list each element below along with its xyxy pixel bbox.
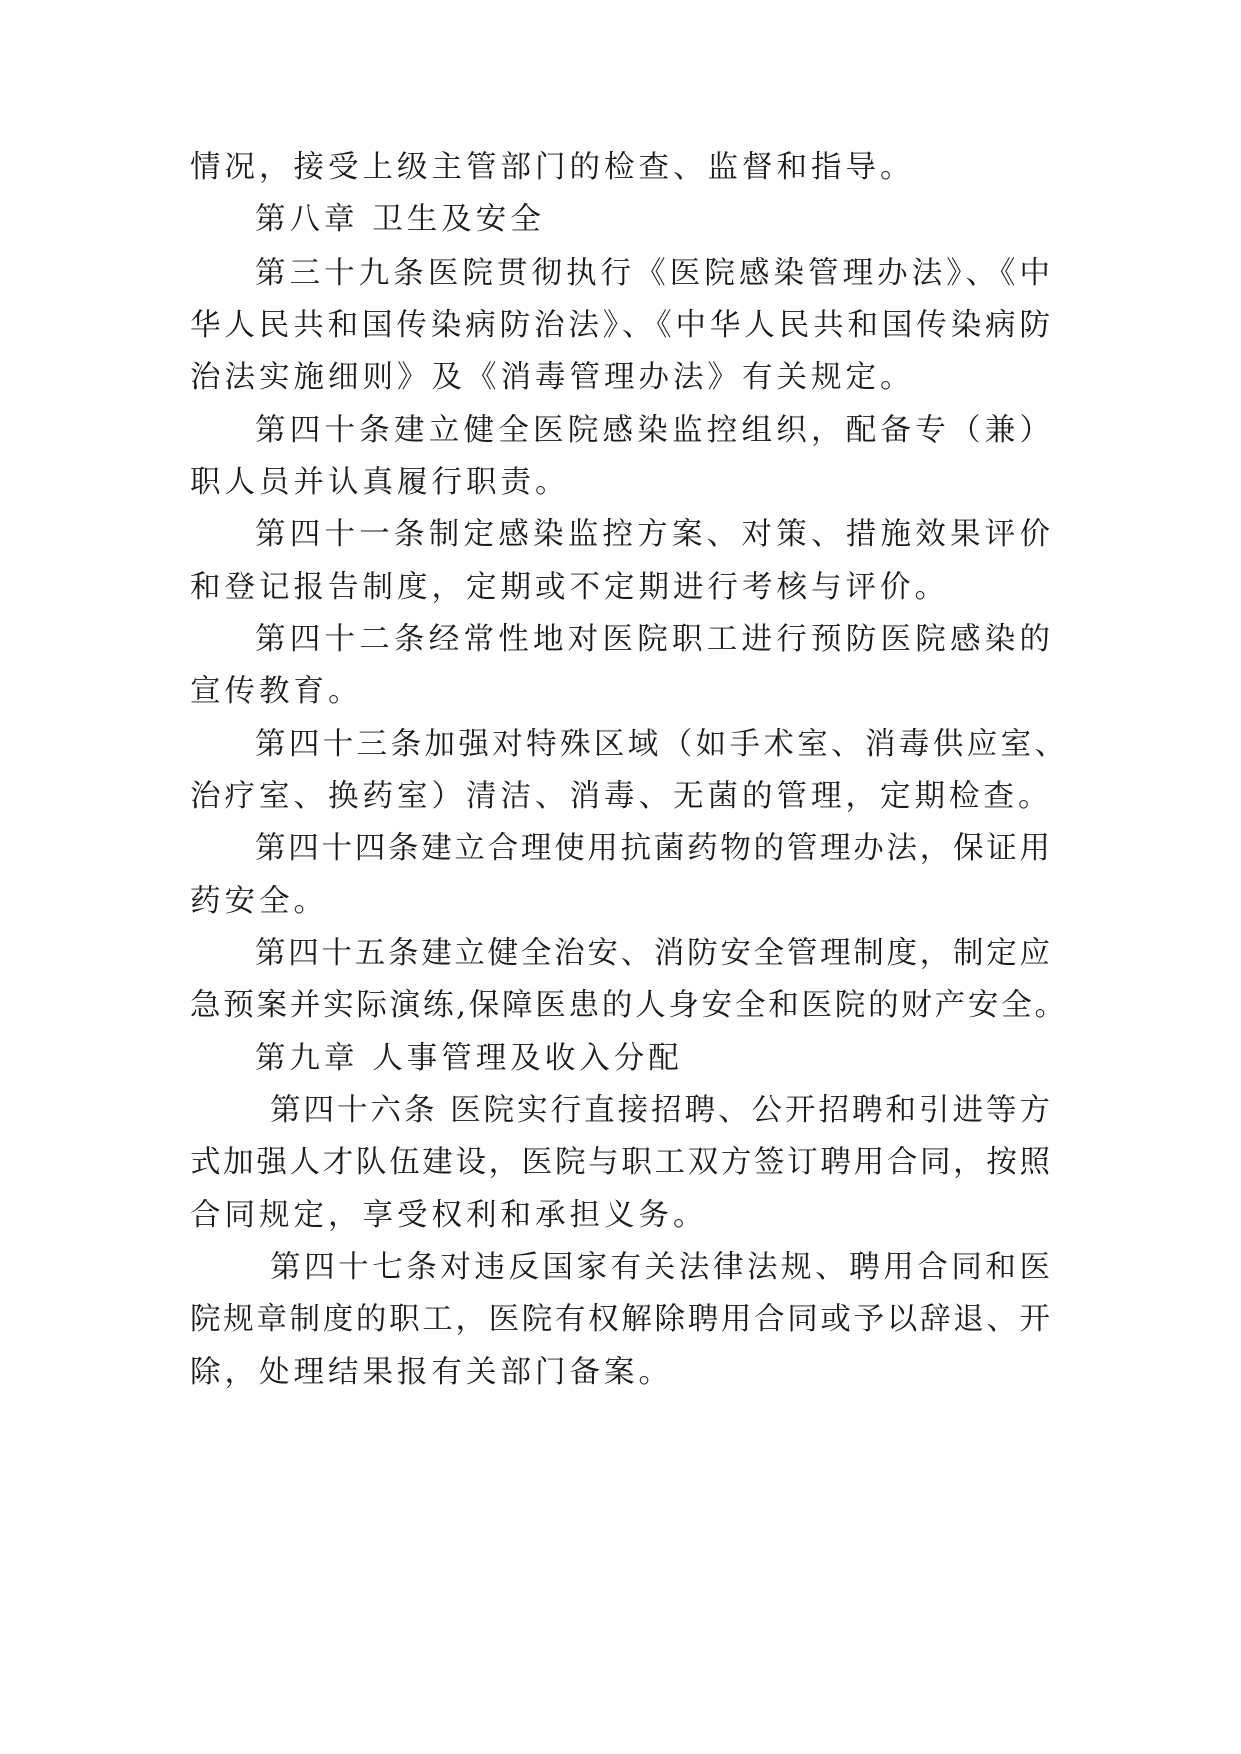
text-line: 治疗室、换药室）清洁、消毒、无菌的管理，定期检查。 [190, 779, 1053, 814]
text-line: 除，处理结果报有关部门备案。 [190, 1355, 673, 1390]
text-line: 情况，接受上级主管部门的检查、监督和指导。 [190, 150, 915, 185]
text-line: 院规章制度的职工，医院有权解除聘用合同或予以辞退、开 [190, 1302, 1050, 1337]
chapter-heading: 第八章 卫生及安全 [255, 202, 545, 237]
text-line: 急预案并实际演练,保障医患的人身安全和医院的财产安全。 [190, 988, 1065, 1023]
text-line: 宣传教育。 [190, 674, 363, 709]
text-line: 治法实施细则》及《消毒管理办法》有关规定。 [190, 360, 915, 395]
text-line: 第四十条建立健全医院感染监控组织，配备专（兼） [255, 413, 1050, 448]
text-line: 第四十一条制定感染监控方案、对策、措施效果评价 [255, 517, 1050, 552]
text-line: 第四十六条 医院实行直接招聘、公开招聘和引进等方 [270, 1093, 1050, 1128]
text-line: 第三十九条医院贯彻执行《医院感染管理办法》、《中 [255, 256, 1050, 291]
text-line: 药安全。 [190, 884, 328, 919]
text-line: 华人民共和国传染病防治法》、《中华人民共和国传染病防 [190, 308, 1050, 343]
chapter-heading: 第九章 人事管理及收入分配 [255, 1041, 683, 1076]
text-line: 第四十五条建立健全治安、消防安全管理制度，制定应 [255, 936, 1050, 971]
text-line: 第四十二条经常性地对医院职工进行预防医院感染的 [255, 622, 1050, 657]
text-line: 第四十三条加强对特殊区域（如手术室、消毒供应室、 [255, 727, 1065, 762]
text-line: 式加强人才队伍建设，医院与职工双方签订聘用合同，按照 [190, 1145, 1050, 1180]
text-line: 第四十四条建立合理使用抗菌药物的管理办法，保证用 [255, 831, 1050, 866]
text-line: 职人员并认真履行职责。 [190, 465, 570, 500]
text-line: 和登记报告制度，定期或不定期进行考核与评价。 [190, 570, 949, 605]
text-line: 合同规定，享受权利和承担义务。 [190, 1198, 708, 1233]
text-line: 第四十七条对违反国家有关法律法规、聘用合同和医 [270, 1250, 1050, 1285]
